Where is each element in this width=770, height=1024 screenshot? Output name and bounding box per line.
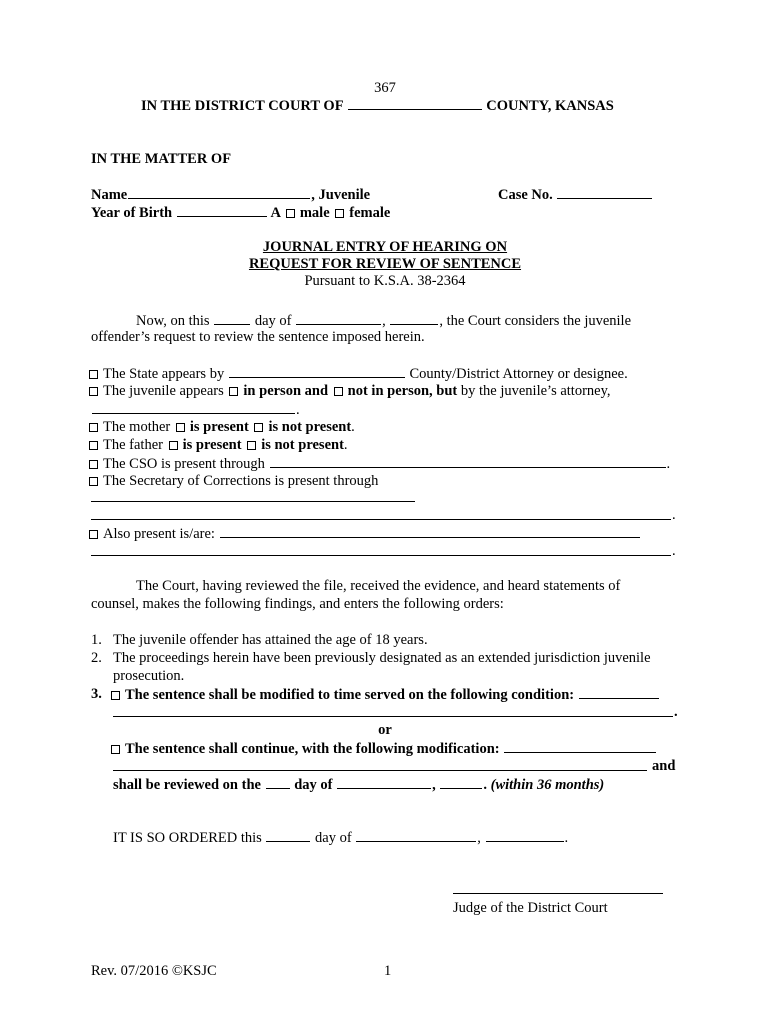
ordered-day-field[interactable]	[266, 829, 310, 842]
in-person-label: in person and	[243, 383, 329, 399]
reviewed-year-field[interactable]	[440, 776, 482, 789]
order-1-number: 1.	[91, 632, 102, 648]
state-checkbox[interactable]	[89, 370, 98, 379]
father-checkbox[interactable]	[89, 441, 98, 450]
cso-field[interactable]	[270, 455, 666, 468]
title-line2: REQUEST FOR REVIEW OF SENTENCE	[248, 256, 522, 272]
yob-line	[91, 204, 390, 221]
attorney-line	[91, 401, 300, 418]
statute: Pursuant to K.S.A. 38-2364	[304, 273, 466, 289]
secretary-field-1[interactable]	[91, 501, 415, 502]
reviewed-day-field[interactable]	[266, 776, 290, 789]
father-not-present-label: is not present	[261, 437, 344, 453]
matter-heading: IN THE MATTER OF	[91, 151, 232, 167]
also-present-period: .	[672, 543, 676, 559]
also-present-checkbox[interactable]	[89, 530, 98, 539]
order-2-text-a: The proceedings herein have been previously designated as an extended jurisdiction juvenile	[113, 650, 651, 666]
findings-line2: counsel, makes the following findings, and enters the following orders:	[91, 596, 504, 612]
findings-line1: The Court, having reviewed the file, received the evidence, and heard statements of	[136, 578, 621, 594]
father-line	[87, 437, 348, 453]
title-line1: JOURNAL ENTRY OF HEARING ON	[262, 239, 508, 255]
case-label: Case No.	[498, 187, 553, 203]
mother-line	[87, 419, 355, 435]
juvenile-appears-line	[87, 383, 611, 399]
mother-period: .	[351, 419, 355, 435]
continue-line	[109, 740, 657, 757]
page-number: 1	[384, 963, 392, 979]
mother-present-checkbox[interactable]	[176, 423, 185, 432]
juvenile-appears-checkbox[interactable]	[89, 387, 98, 396]
intro-day-of: day of	[254, 313, 292, 329]
modified-period: .	[674, 704, 678, 720]
court-suffix: COUNTY, KANSAS	[486, 98, 614, 114]
and-label: and	[652, 758, 676, 774]
father-label: The father	[103, 437, 163, 453]
name-line	[91, 186, 370, 203]
case-number-field[interactable]	[557, 186, 652, 199]
also-present-label: Also present is/are:	[103, 526, 215, 542]
male-label: male	[299, 205, 330, 221]
intro-line1	[136, 312, 631, 329]
cso-line	[87, 455, 670, 472]
ordered-month-field[interactable]	[356, 829, 476, 842]
reviewed-month-field[interactable]	[337, 776, 431, 789]
ordered-prefix: IT IS SO ORDERED this	[113, 830, 262, 846]
yob-label: Year of Birth	[91, 205, 173, 221]
female-checkbox[interactable]	[335, 209, 344, 218]
secretary-line	[87, 473, 378, 489]
modified-checkbox[interactable]	[111, 691, 120, 700]
father-present-label: is present	[182, 437, 242, 453]
order-2-number: 2.	[91, 650, 102, 666]
father-period: .	[343, 437, 348, 453]
juvenile-appears-prefix: The juvenile appears	[103, 383, 224, 399]
intro-year-field[interactable]	[390, 312, 438, 325]
ordered-comma: ,	[477, 830, 481, 846]
continue-checkbox[interactable]	[111, 745, 120, 754]
secretary-checkbox[interactable]	[89, 477, 98, 486]
modified-condition-field-2[interactable]	[113, 716, 673, 717]
order-1-text: The juvenile offender has attained the age of 18 years.	[113, 632, 428, 648]
intro-day-field[interactable]	[214, 312, 250, 325]
also-present-field-2[interactable]	[91, 555, 671, 556]
sex-prefix: A	[270, 205, 281, 221]
reviewed-comma: ,	[432, 777, 436, 793]
continue-modification-field-2[interactable]	[113, 770, 647, 771]
not-in-person-label: not in person, but	[347, 383, 458, 399]
court-heading	[141, 97, 614, 114]
intro-rest: , the Court considers the juvenile	[439, 313, 632, 329]
mother-not-present-label: is not present	[268, 419, 352, 435]
cso-checkbox[interactable]	[89, 460, 98, 469]
male-checkbox[interactable]	[286, 209, 295, 218]
reviewed-prefix: shall be reviewed on the	[113, 777, 261, 793]
secretary-period: .	[672, 507, 676, 523]
or-label: or	[378, 722, 392, 738]
intro-month-field[interactable]	[296, 312, 381, 325]
state-prefix: The State appears by	[103, 366, 225, 382]
ordered-day-of: day of	[315, 830, 352, 846]
also-present-line	[87, 525, 641, 542]
ordered-line	[113, 829, 568, 846]
continue-modification-field[interactable]	[504, 740, 656, 753]
name-label: Name	[91, 187, 128, 203]
in-person-checkbox[interactable]	[229, 387, 238, 396]
modified-text: The sentence shall be modified to time served on the following condition:	[125, 687, 575, 703]
order-2-text-b: prosecution.	[113, 668, 185, 684]
form-number: 367	[374, 80, 396, 96]
judge-label: Judge of the District Court	[453, 900, 608, 916]
intro-line2: offender’s request to review the sentence imposed herein.	[91, 329, 425, 345]
court-prefix: IN THE DISTRICT COURT OF	[141, 98, 344, 114]
revision-footer: Rev. 07/2016 ©KSJC	[91, 963, 217, 979]
cso-label: The CSO is present through	[103, 456, 265, 472]
state-line	[87, 365, 628, 382]
intro-now: Now, on this	[136, 313, 210, 329]
mother-not-present-checkbox[interactable]	[254, 423, 263, 432]
juvenile-label: , Juvenile	[311, 187, 371, 203]
female-label: female	[349, 205, 391, 221]
secretary-field-2[interactable]	[91, 519, 671, 520]
within-note: (within 36 months)	[490, 777, 605, 793]
modified-condition-field[interactable]	[579, 686, 659, 699]
secretary-label: The Secretary of Corrections is present through	[103, 473, 379, 489]
reviewed-line	[113, 776, 604, 793]
yob-field[interactable]	[177, 204, 267, 217]
ordered-year-field[interactable]	[486, 829, 564, 842]
order-3-line	[109, 686, 660, 703]
juvenile-attorney-field[interactable]	[92, 401, 295, 414]
order-3-number: 3.	[91, 686, 102, 702]
mother-checkbox[interactable]	[89, 423, 98, 432]
attorney-period: .	[296, 402, 300, 418]
also-present-field[interactable]	[220, 525, 640, 538]
judge-signature-line[interactable]	[453, 893, 663, 894]
not-in-person-checkbox[interactable]	[334, 387, 343, 396]
father-present-checkbox[interactable]	[169, 441, 178, 450]
state-suffix: County/District Attorney or designee.	[409, 366, 628, 382]
case-line	[498, 186, 653, 203]
continue-text: The sentence shall continue, with the following modification:	[125, 741, 500, 757]
mother-label: The mother	[103, 419, 171, 435]
name-field[interactable]	[128, 186, 310, 199]
reviewed-period: .	[483, 777, 487, 793]
county-field[interactable]	[348, 97, 482, 110]
ordered-period: .	[564, 830, 569, 846]
juvenile-appears-suffix: by the juvenile’s attorney,	[460, 383, 611, 399]
state-attorney-field[interactable]	[229, 365, 405, 378]
mother-present-label: is present	[189, 419, 249, 435]
reviewed-day-of: day of	[294, 777, 333, 793]
cso-period: .	[666, 456, 671, 472]
father-not-present-checkbox[interactable]	[247, 441, 256, 450]
intro-comma: ,	[382, 313, 386, 329]
